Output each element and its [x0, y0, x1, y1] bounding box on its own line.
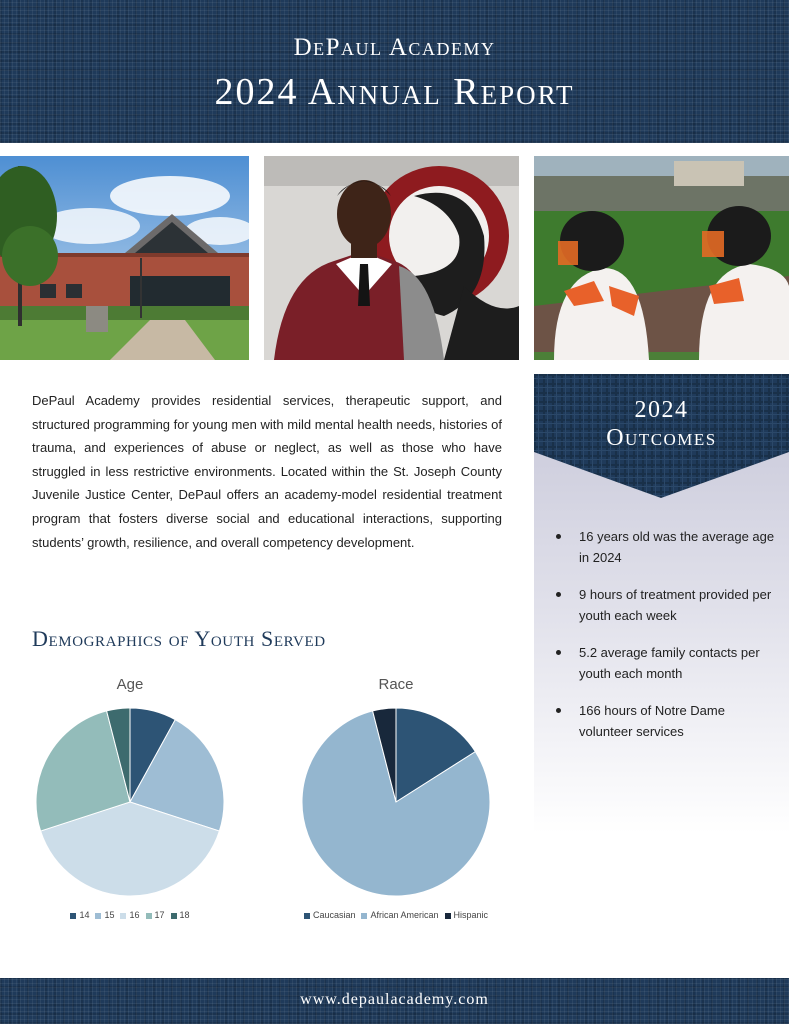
legend-label: 17 [154, 910, 165, 920]
legend-swatch [70, 913, 76, 919]
legend-swatch [120, 913, 126, 919]
legend-label: Hispanic [453, 910, 489, 920]
legend-label: 14 [79, 910, 90, 920]
race-pie-chart [281, 670, 511, 930]
outcomes-title [534, 396, 789, 452]
legend-item [361, 910, 438, 920]
legend-item [70, 910, 89, 920]
legend-item [146, 910, 165, 920]
legend-swatch [171, 913, 177, 919]
legend-label: 18 [179, 910, 190, 920]
outcome-item: 166 hours of Notre Dame volunteer services [556, 700, 781, 742]
legend-item [95, 910, 114, 920]
footer-banner [0, 978, 789, 1024]
intro-paragraph: DePaul Academy provides residential services, therapeutic support, and structured programming for young men with mild mental health needs, histories of trauma, and experiences of abuse or neglect, as well as those who have struggled in less restrictive environments. Located within the St. Joseph County Juvenile Justice Center, DePaul offers an academy-model residential treatment program that fosters diverse social and educational interactions, supporting students’ growth, resilience, and overall competency development. [32, 393, 502, 550]
outcome-item: 16 years old was the average age in 2024 [556, 526, 781, 568]
website-link[interactable]: www.depaulacademy.com [300, 991, 489, 1008]
legend-label: African American [370, 910, 439, 920]
legend-swatch [146, 913, 152, 919]
chart-title: Race [378, 676, 414, 693]
legend-item [120, 910, 139, 920]
legend-swatch [445, 913, 451, 919]
outcome-item: 5.2 average family contacts per youth each month [556, 642, 781, 684]
race-legend [281, 910, 511, 920]
building-photo [0, 156, 249, 360]
header-banner [0, 0, 789, 143]
chart-title: Age [116, 676, 144, 693]
legend-item [171, 910, 190, 920]
organization-name: DePaul Academy [293, 34, 496, 61]
legend-swatch [304, 913, 310, 919]
outcomes-title-word: Outcomes [606, 425, 717, 451]
legend-item [304, 910, 356, 920]
outcomes-panel [534, 374, 789, 834]
legend-swatch [361, 913, 367, 919]
outcomes-list [556, 526, 781, 758]
demographics-title: Demographics of Youth Served [32, 626, 326, 651]
outcome-item: 9 hours of treatment provided per youth each week [556, 584, 781, 626]
age-pie-chart [15, 670, 245, 930]
legend-item [445, 910, 489, 920]
report-title: 2024 Annual Report [214, 71, 575, 113]
age-pie-svg [15, 705, 245, 905]
student-photo [264, 156, 519, 360]
age-legend [15, 910, 245, 920]
outcomes-title-year: 2024 [634, 397, 689, 423]
legend-label: 16 [129, 910, 140, 920]
legend-swatch [95, 913, 101, 919]
football-photo [534, 156, 789, 360]
legend-label: Caucasian [312, 910, 356, 920]
race-pie-svg [281, 705, 511, 905]
legend-label: 15 [104, 910, 115, 920]
